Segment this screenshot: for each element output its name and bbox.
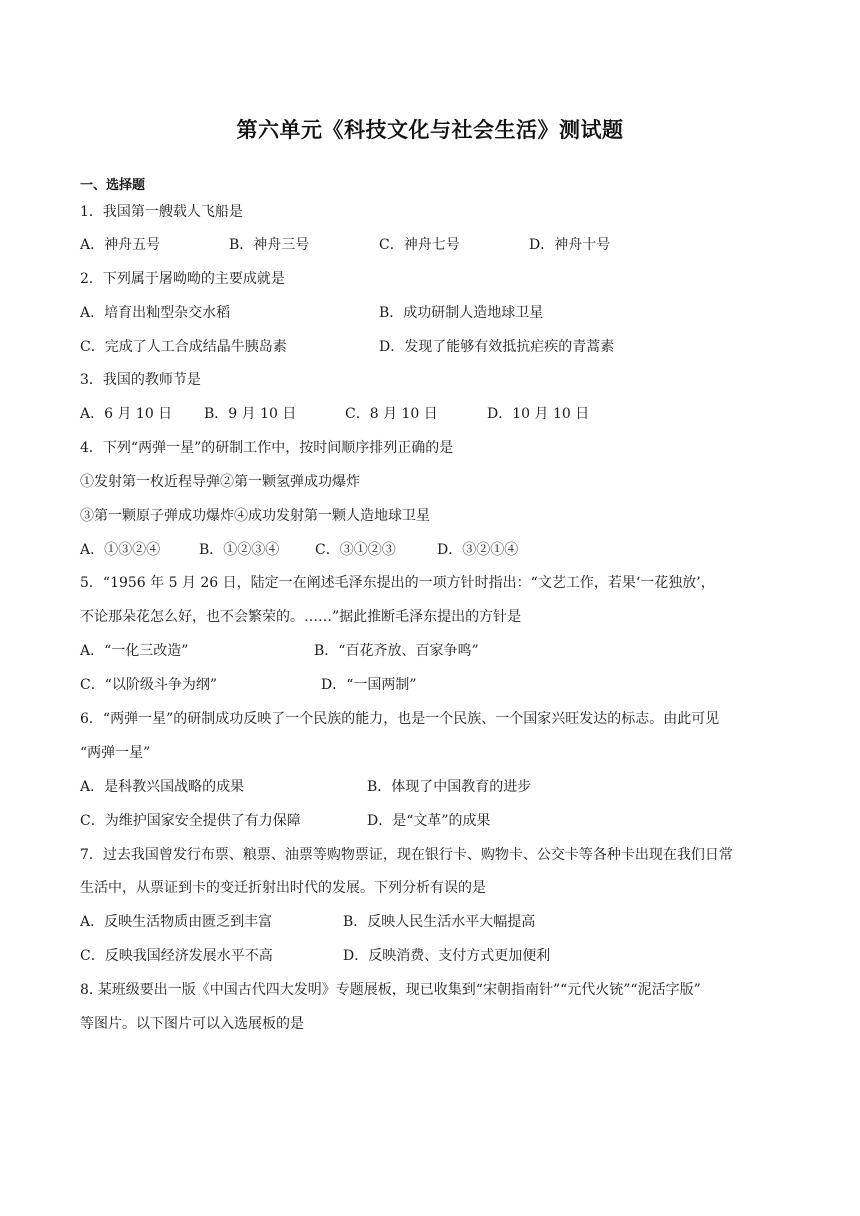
question-7-stem-line-1: 7．过去我国曾发行布票、粮票、油票等购物票证，现在银行卡、购物卡、公交卡等各种卡出现在我们日常 [80,847,733,863]
q7-option-b: B．反映人民生活水平大幅提高 [343,914,536,930]
q6-option-b: B．体现了中国教育的进步 [367,779,532,795]
q3-option-d: D．10 月 10 日 [487,406,590,422]
q1-option-c: C．神舟七号 [379,237,460,253]
q5-option-a: A．“一化三改造” [80,643,189,659]
question-1-stem: 1．我国第一艘载人飞船是 [80,204,243,220]
q5-option-c: C．“以阶级斗争为纲” [80,677,218,693]
q3-option-a: A．6 月 10 日 [80,406,173,422]
q4-option-c: C．③①②③ [315,542,396,558]
question-5-stem-line-1: 5．“1956 年 5 月 26 日，陆定一在阐述毛泽东提出的一项方针时指出：“文艺工作，若果‘一花独放’， [80,575,715,591]
q4-statement-1: ①发射第一枚近程导弹②第一颗氢弹成功爆炸 [80,474,360,490]
q2-option-b: B．成功研制人造地球卫星 [379,305,544,321]
question-7-stem-line-2: 生活中，从票证到卡的变迁折射出时代的发展。下列分析有误的是 [80,880,486,896]
q1-option-d: D．神舟十号 [529,237,611,253]
question-8-stem-line-1: 8. 某班级要出一版《中国古代四大发明》专题展板，现已收集到“宋朝指南针”“元代火铳”“泥活字版” [80,982,701,998]
q7-option-a: A．反映生活物质由匮乏到丰富 [80,914,273,930]
q7-option-d: D．反映消费、支付方式更加便利 [343,948,551,964]
q2-option-c: C．完成了人工合成结晶牛胰岛素 [80,339,287,355]
question-5-stem-line-2: 不论那朵花怎么好，也不会繁荣的。……”据此推断毛泽东提出的方针是 [80,609,522,625]
q4-statement-2: ③第一颗原子弹成功爆炸④成功发射第一颗人造地球卫星 [80,508,430,524]
q4-option-d: D．③②①④ [437,542,519,558]
q4-option-b: B．①②③④ [199,542,280,558]
q5-option-b: B．“百花齐放、百家争鸣” [314,643,479,659]
q5-option-d: D．“一国两制” [321,677,417,693]
question-2-stem: 2．下列属于屠呦呦的主要成就是 [80,271,285,287]
q2-option-a: A．培育出籼型杂交水稻 [80,305,231,321]
q4-option-a: A．①③②④ [80,542,161,558]
q1-option-a: A．神舟五号 [80,237,161,253]
q2-option-d: D．发现了能够有效抵抗疟疾的青蒿素 [379,339,615,355]
question-6-stem-line-2: “两弹一星” [80,745,151,761]
question-6-stem-line-1: 6．“两弹一星”的研制成功反映了一个民族的能力，也是一个民族、一个国家兴旺发达的标志。由此可见 [80,711,720,727]
q7-option-c: C．反映我国经济发展水平不高 [80,948,273,964]
question-8-stem-line-2: 等图片。以下图片可以入选展板的是 [80,1016,304,1032]
q6-option-c: C．为维护国家安全提供了有力保障 [80,813,301,829]
q6-option-a: A．是科教兴国战略的成果 [80,779,245,795]
q3-option-b: B．9 月 10 日 [204,406,297,422]
question-4-stem: 4．下列“两弹一星”的研制工作中，按时间顺序排列正确的是 [80,440,454,456]
q6-option-d: D．是“文革”的成果 [367,813,491,829]
question-3-stem: 3．我国的教师节是 [80,372,201,388]
section-heading: 一、选择题 [80,178,146,193]
page-title: 第六单元《科技文化与社会生活》测试题 [236,118,624,142]
q1-option-b: B．神舟三号 [229,237,310,253]
q3-option-c: C．8 月 10 日 [345,406,438,422]
